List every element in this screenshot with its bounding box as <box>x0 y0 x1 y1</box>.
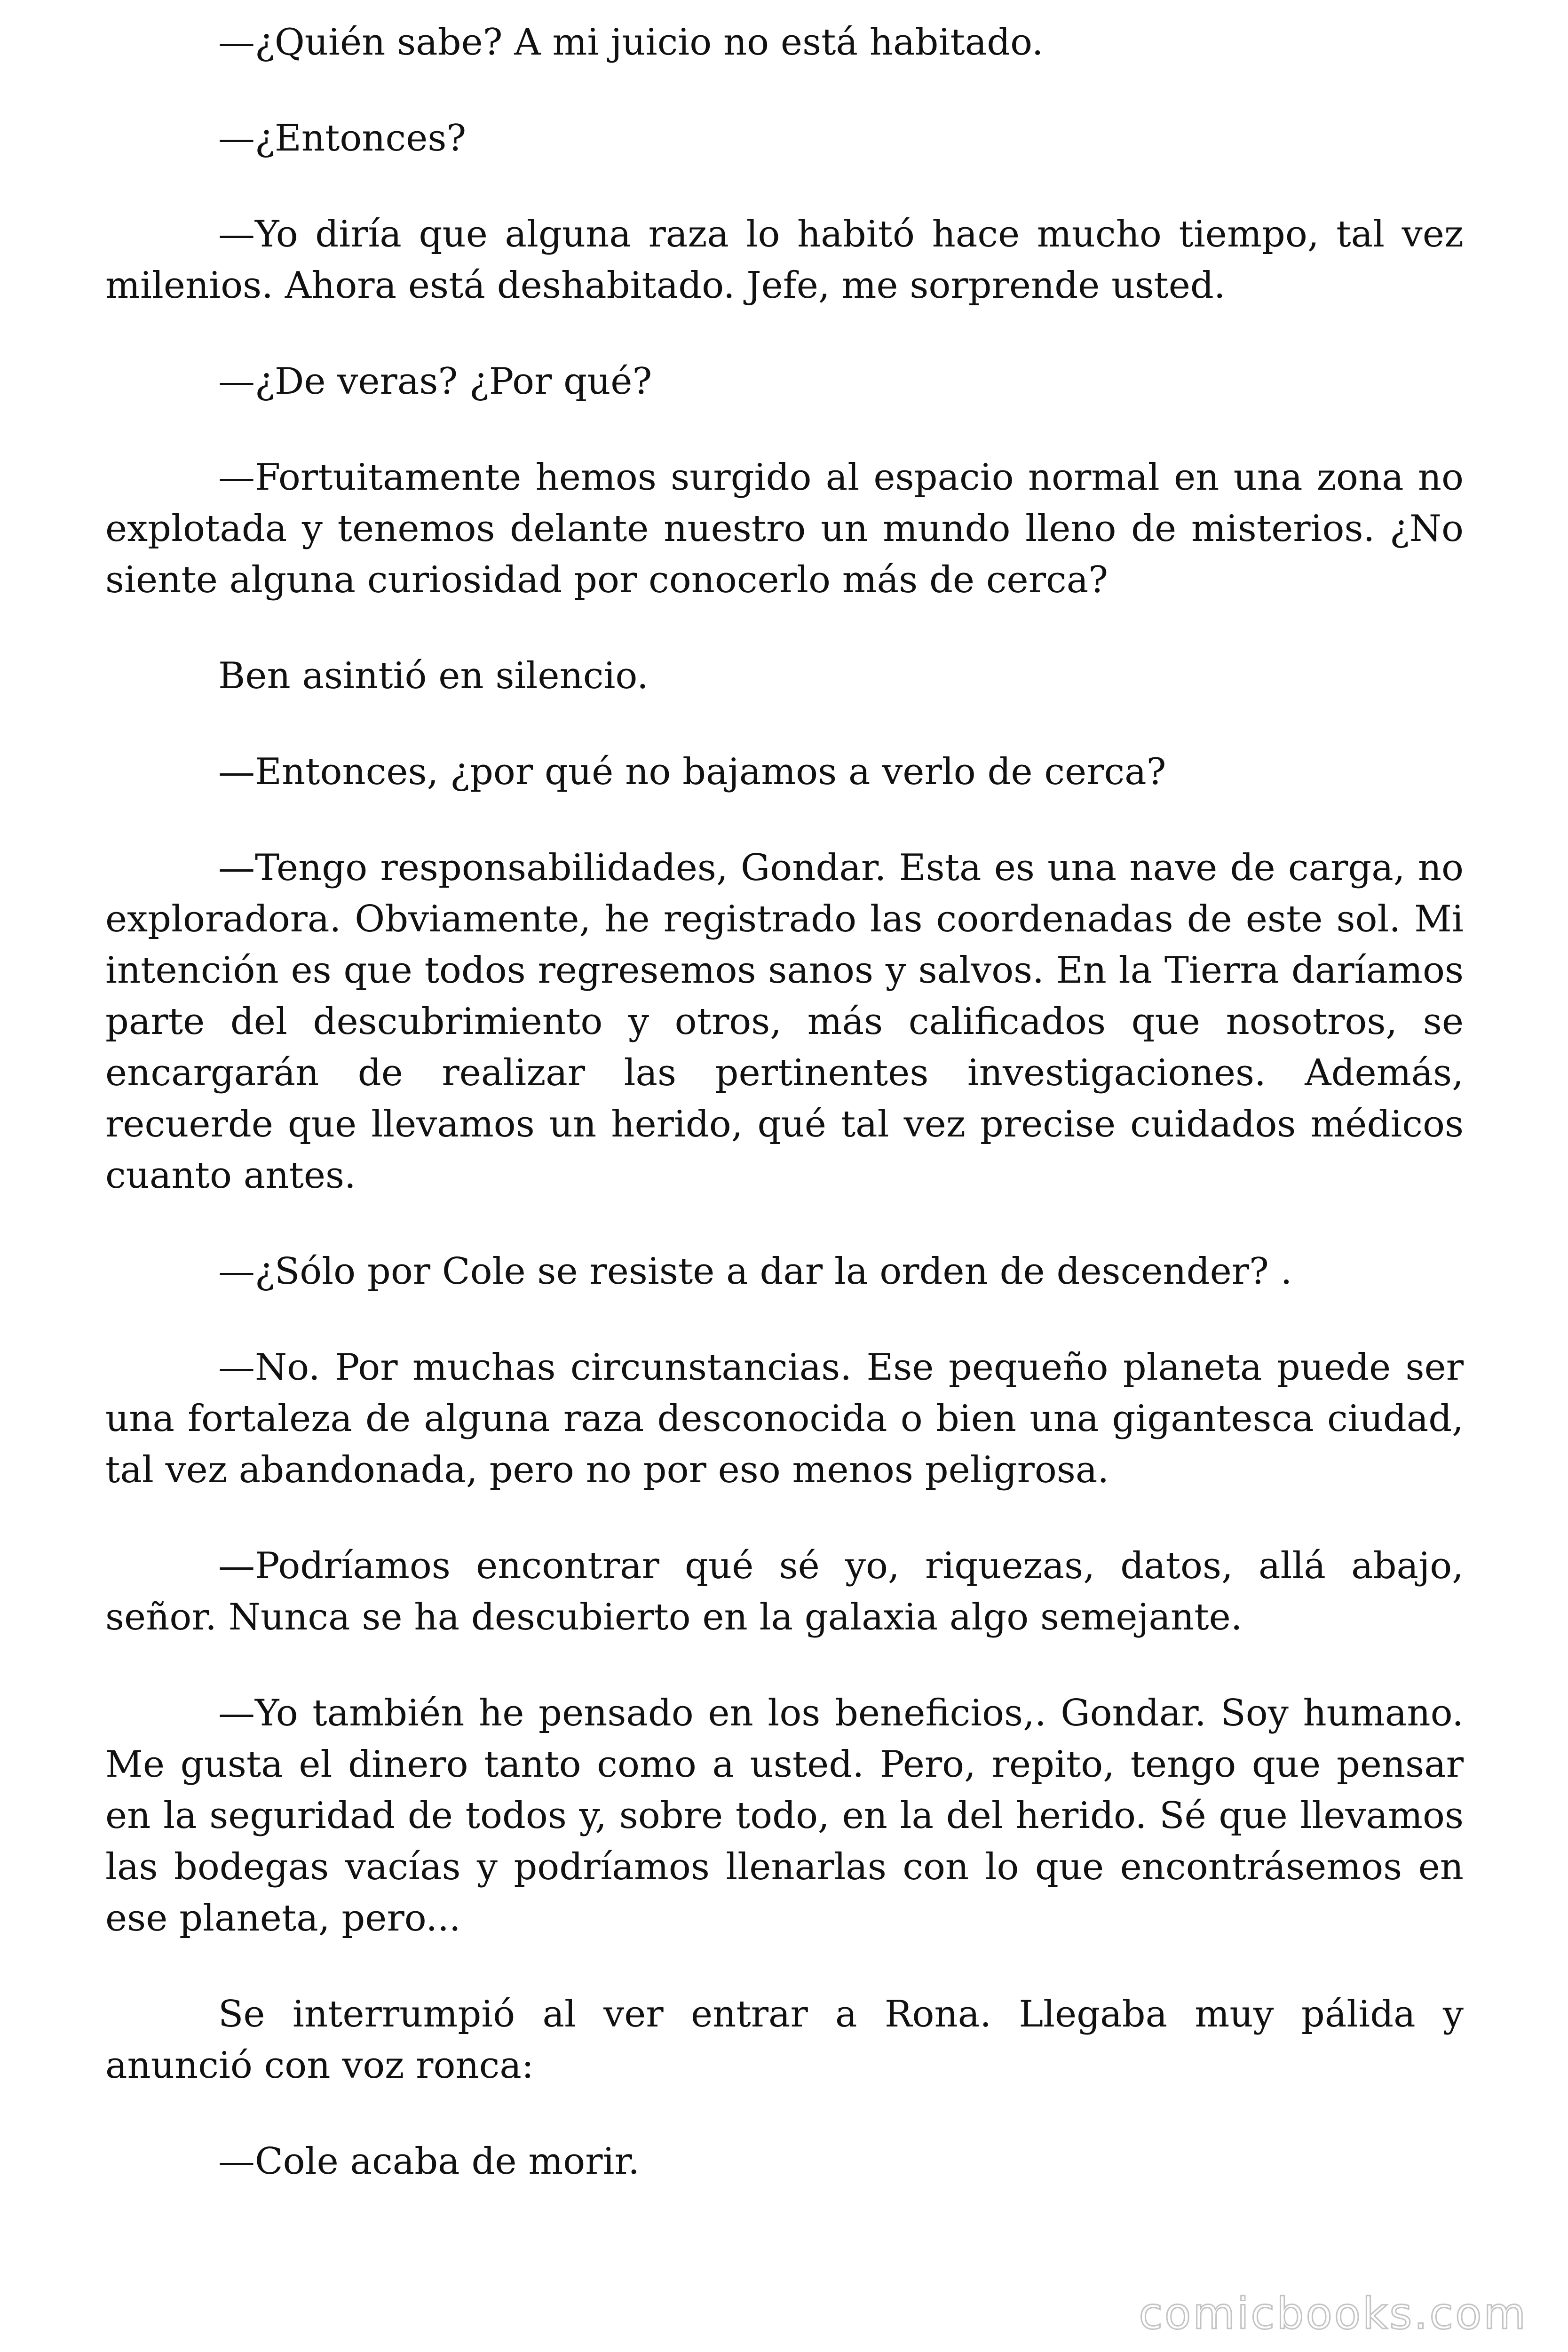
paragraph-4: —¿De veras? ¿Por qué? <box>218 360 652 403</box>
paragraph-1: —¿Quién sabe? A mi juicio no está habitado. <box>218 21 1044 64</box>
paragraph-9: —¿Sólo por Cole se resiste a dar la orden de descender? . <box>218 1250 1292 1293</box>
paragraph-13: Se interrumpió al ver entrar a Rona. Llegaba muy pálida y anunció con voz ronca: <box>105 1993 1464 2087</box>
paragraph-3: —Yo diría que alguna raza lo habitó hace mucho tiempo, tal vez milenios. Ahora está deshabitado. Jefe, me sorprende usted. <box>105 213 1464 307</box>
book-page <box>105 17 1464 2232</box>
paragraph-14: —Cole acaba de morir. <box>218 2140 640 2183</box>
paragraph-6: Ben asintió en silencio. <box>218 655 649 697</box>
paragraph-10: —No. Por muchas circunstancias. Ese pequeño planeta puede ser una fortaleza de alguna raza desconocida o bien una gigantesca ciudad, tal vez abandonada, pero no por eso menos peligrosa. <box>105 1346 1464 1491</box>
watermark: comicbooks.com <box>1139 2288 1528 2339</box>
paragraph-11: —Podríamos encontrar qué sé yo, riquezas, datos, allá abajo, señor. Nunca se ha descubierto en la galaxia algo semejante. <box>105 1545 1464 1638</box>
paragraph-8: —Tengo responsabilidades, Gondar. Esta es una nave de carga, no exploradora. Obviamente, he registrado las coordenadas de este sol. Mi intención es que todos regresemos sanos y salvos. En la Tierra daríamos parte del descubrimiento y otros, más calificados que nosotros, se encargarán de realizar las pertinentes investigaciones. Además, recuerde que llevamos un herido, qué tal vez precise cuidados médicos cuanto antes. <box>105 847 1464 1197</box>
paragraph-12: —Yo también he pensado en los beneficios,. Gondar. Soy humano. Me gusta el dinero tanto como a usted. Pero, repito, tengo que pensar en la seguridad de todos y, sobre todo, en la del herido. Sé que llevamos las bodegas vacías y podríamos llenarlas con lo que encontrásemos en ese planeta, pero... <box>105 1692 1464 1939</box>
paragraph-2: —¿Entonces? <box>218 117 467 159</box>
paragraph-7: —Entonces, ¿por qué no bajamos a verlo de cerca? <box>218 751 1166 793</box>
paragraph-5: —Fortuitamente hemos surgido al espacio normal en una zona no explotada y tenemos delante nuestro un mundo lleno de misterios. ¿No siente alguna curiosidad por conocerlo más de cerca? <box>105 456 1464 601</box>
